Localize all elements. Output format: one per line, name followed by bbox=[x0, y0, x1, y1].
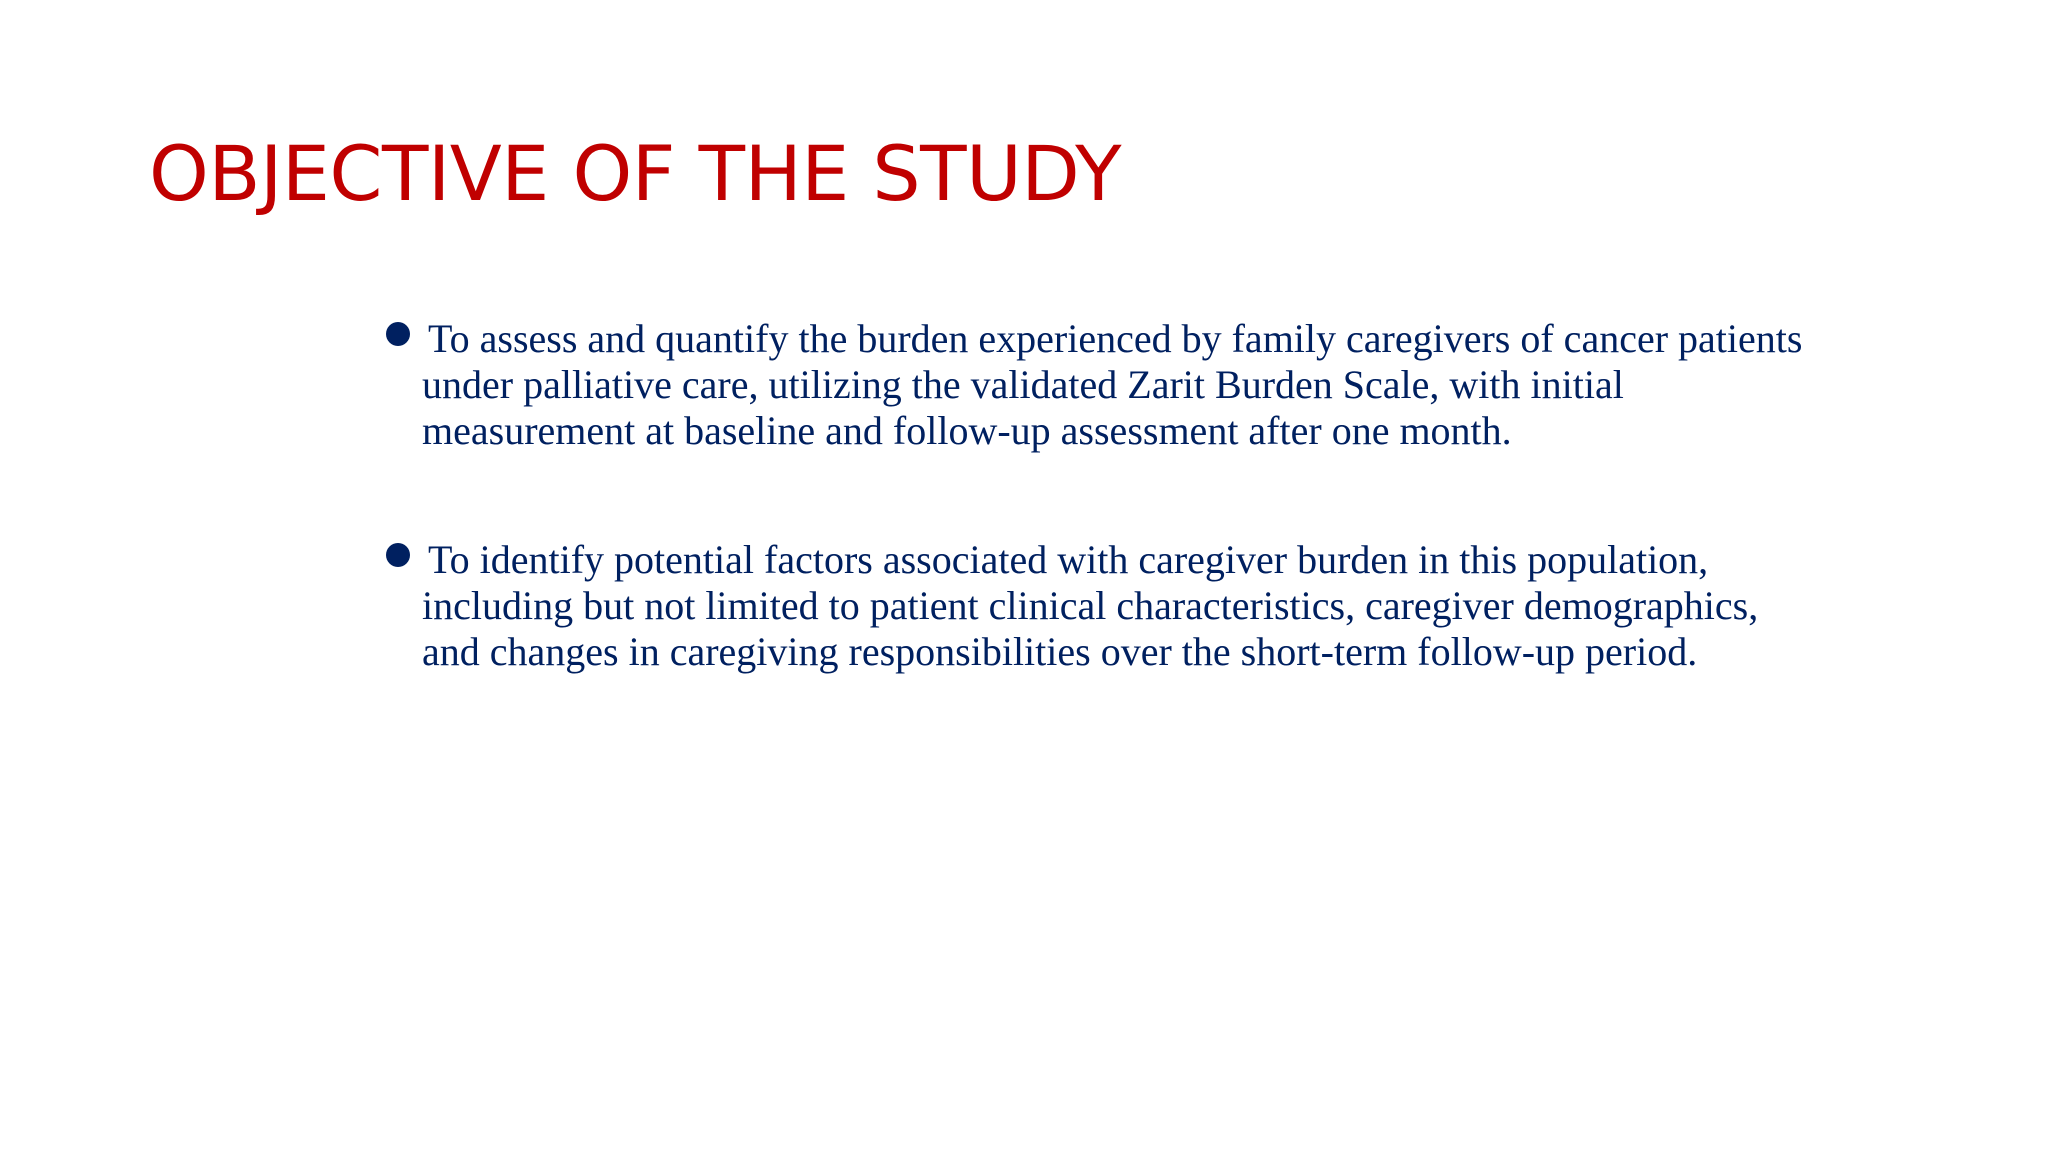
objectives-list bbox=[380, 316, 2000, 758]
bullet-dot-icon bbox=[386, 322, 410, 346]
slide-title: OBJECTIVE OF THE STUDY bbox=[149, 129, 1121, 218]
objective-line: including but not limited to patient clinical characteristics, caregiver demographics, bbox=[422, 583, 1759, 628]
objective-text bbox=[422, 537, 1962, 675]
objective-text bbox=[422, 316, 1962, 454]
objective-line: and changes in caregiving responsibilities over the short-term follow-up period. bbox=[422, 629, 1698, 674]
objective-line: To identify potential factors associated with caregiver burden in this population, bbox=[428, 537, 1709, 582]
objective-item bbox=[380, 316, 2000, 454]
objective-item bbox=[380, 537, 2000, 675]
objective-line: under palliative care, utilizing the validated Zarit Burden Scale, with initial bbox=[422, 362, 1624, 407]
bullet-dot-icon bbox=[386, 543, 410, 567]
objective-line: To assess and quantify the burden experienced by family caregivers of cancer patients bbox=[428, 316, 1803, 361]
objective-line: measurement at baseline and follow-up assessment after one month. bbox=[422, 408, 1512, 453]
